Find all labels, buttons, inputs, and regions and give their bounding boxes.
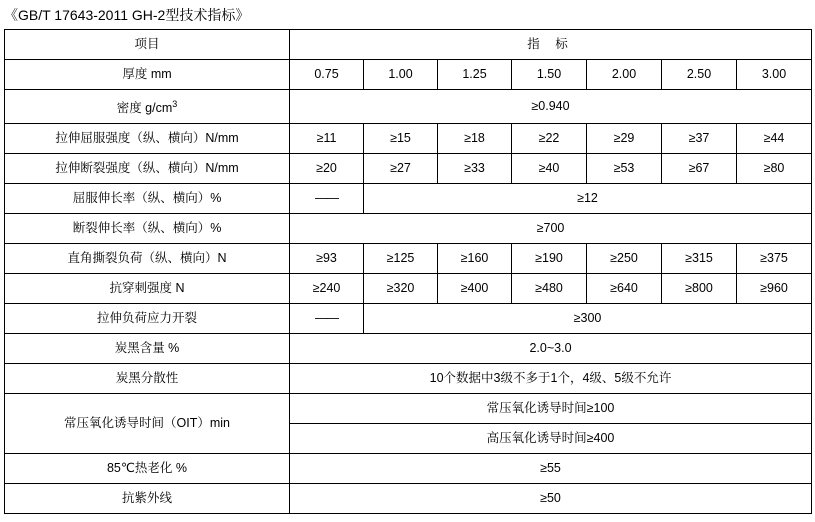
cell-value: ≥250 [587,244,662,274]
table-row-carbon-content [5,334,812,364]
table-row-uv [5,484,812,514]
table-row-carbon-dispersion [5,364,812,394]
cell-value: ≥190 [512,244,587,274]
cell-value: ≥320 [364,274,438,304]
cell-value: ≥375 [737,244,812,274]
cell-value-merged: 常压氧化诱导时间≥100 [290,394,812,424]
cell-value: 3.00 [737,60,812,90]
page-title: 《GB/T 17643-2011 GH-2型技术指标》 [4,7,250,23]
cell-value: ≥37 [662,124,737,154]
spec-table [4,29,812,514]
cell-value-merged: 2.0~3.0 [290,334,812,364]
cell-value: ≥160 [438,244,512,274]
table-row-tensile-break [5,154,812,184]
table-row-stress-crack [5,304,812,334]
row-label: 拉伸屈服强度（纵、横向）N/mm [5,124,290,154]
cell-value-merged: ≥300 [364,304,812,334]
cell-value: ≥240 [290,274,364,304]
row-label: 厚度 mm [5,60,290,90]
cell-value-merged: ≥700 [290,214,812,244]
cell-value: ≥800 [662,274,737,304]
cell-value: ≥18 [438,124,512,154]
cell-value: 2.50 [662,60,737,90]
table-row-thickness [5,60,812,90]
cell-value: ≥315 [662,244,737,274]
cell-value: ≥53 [587,154,662,184]
row-label: 拉伸负荷应力开裂 [5,304,290,334]
cell-value: ≥67 [662,154,737,184]
cell-value-merged: 高压氧化诱导时间≥400 [290,424,812,454]
cell-value-dash: —— [290,184,364,214]
row-label: 断裂伸长率（纵、横向）% [5,214,290,244]
cell-value-merged: 10个数据中3级不多于1个，4级、5级不允许 [290,364,812,394]
row-label: 密度 $g/cm^3$ [5,90,290,124]
cell-value: ≥40 [512,154,587,184]
cell-value: ≥27 [364,154,438,184]
table-row-tensile-yield [5,124,812,154]
row-label: 屈服伸长率（纵、横向）% [5,184,290,214]
table-row-yield-elongation [5,184,812,214]
row-label: 炭黑含量 % [5,334,290,364]
cell-value-dash: —— [290,304,364,334]
cell-value-merged: ≥0.940 [290,90,812,124]
table-row-puncture [5,274,812,304]
cell-value: 1.25 [438,60,512,90]
cell-value-merged: ≥55 [290,454,812,484]
cell-value-merged: ≥12 [364,184,812,214]
row-label: 炭黑分散性 [5,364,290,394]
row-label: 直角撕裂负荷（纵、横向）N [5,244,290,274]
table-row-oit-top [5,394,812,424]
cell-value: ≥125 [364,244,438,274]
cell-value: ≥29 [587,124,662,154]
cell-value: ≥480 [512,274,587,304]
row-label: 常压氧化诱导时间（OIT）min [5,394,290,454]
cell-value: 1.50 [512,60,587,90]
cell-value: ≥80 [737,154,812,184]
cell-value: ≥15 [364,124,438,154]
row-label: 抗紫外线 [5,484,290,514]
cell-value: ≥640 [587,274,662,304]
table-row-heat-aging [5,454,812,484]
header-index: 指 标 [290,30,812,60]
cell-value: ≥400 [438,274,512,304]
cell-value: ≥44 [737,124,812,154]
cell-value: 1.00 [364,60,438,90]
cell-value: ≥20 [290,154,364,184]
header-item: 项目 [5,30,290,60]
row-label: 抗穿刺强度 N [5,274,290,304]
cell-value: ≥93 [290,244,364,274]
table-row-break-elongation [5,214,812,244]
cell-value: ≥22 [512,124,587,154]
table-row-density [5,90,812,124]
cell-value: 0.75 [290,60,364,90]
table-row-tear [5,244,812,274]
row-label: 拉伸断裂强度（纵、横向）N/mm [5,154,290,184]
row-label: 85℃热老化 % [5,454,290,484]
cell-value: ≥960 [737,274,812,304]
cell-value-merged: ≥50 [290,484,812,514]
cell-value: 2.00 [587,60,662,90]
cell-value: ≥11 [290,124,364,154]
cell-value: ≥33 [438,154,512,184]
table-header-row [5,30,812,60]
